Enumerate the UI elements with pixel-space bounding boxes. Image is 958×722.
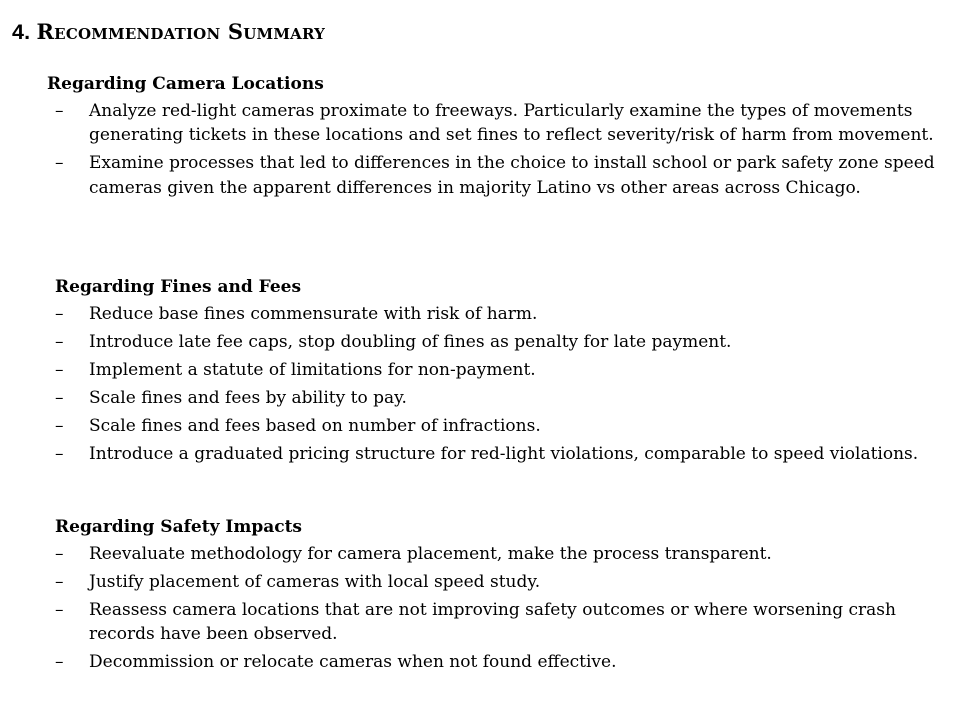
recommendation-list [0,542,958,675]
list-item-text: Introduce late fee caps, stop doubling of fines as penalty for late payment. [89,332,732,352]
subsection-title: Regarding Camera Locations [47,74,324,94]
dash-bullet: – [55,444,64,464]
list-item-text: Reassess camera locations that are not improving safety outcomes or where worsening crash records have been observed. [89,600,896,645]
section-fines-and-fees [0,275,958,466]
subsection-title: Regarding Safety Impacts [55,517,302,537]
list-item [0,442,949,466]
list-item [0,414,949,438]
section-heading [12,18,325,46]
list-item [0,598,949,647]
list-item-text: Analyze red-light cameras proximate to freeways. Particularly examine the types of movements generating tickets in these locations and set fines to reflect severity/risk of harm from movement. [89,101,934,146]
subsection-title: Regarding Fines and Fees [55,277,302,297]
dash-bullet: – [55,652,64,673]
list-item-text: Justify placement of cameras with local speed study. [89,572,541,592]
list-item [0,151,949,200]
list-item-text: Introduce a graduated pricing structure for red-light violations, comparable to speed violations. [89,444,919,464]
list-item-text: Scale fines and fees by ability to pay. [89,388,407,408]
list-item [0,386,949,410]
dash-bullet: – [55,572,64,592]
dash-bullet: – [55,304,64,324]
list-item [0,302,949,326]
list-item [0,570,949,594]
dash-bullet: – [55,101,64,121]
dash-bullet: – [55,360,64,380]
dash-bullet: – [55,332,64,352]
recommendation-list [0,99,958,200]
recommendation-list [0,302,958,466]
dash-bullet: – [55,153,64,174]
list-item-text: Implement a statute of limitations for non-payment. [89,360,536,380]
list-item-text: Scale fines and fees based on number of infractions. [89,416,541,436]
dash-bullet: – [55,544,64,564]
dash-bullet: – [55,600,64,620]
dash-bullet: – [55,416,64,436]
list-item-text: Examine processes that led to differences in the choice to install school or park safety zone speed cameras given the apparent differences in majority Latino vs other areas across Chicago. [89,153,935,198]
list-item [0,542,949,566]
heading-number: 4. [12,20,31,44]
list-item-text: Reevaluate methodology for camera placement, make the process transparent. [89,544,772,564]
section-camera-locations [0,72,958,200]
list-item [0,358,949,382]
list-item [0,650,949,674]
list-item [0,330,949,354]
list-item [0,99,949,148]
section-safety-impacts [0,515,958,675]
list-item-text: Decommission or relocate cameras when not found effective. [89,652,617,673]
dash-bullet: – [55,388,64,408]
list-item-text: Reduce base fines commensurate with risk of harm. [89,304,538,324]
heading-title: Recommendation Summary [36,19,326,44]
